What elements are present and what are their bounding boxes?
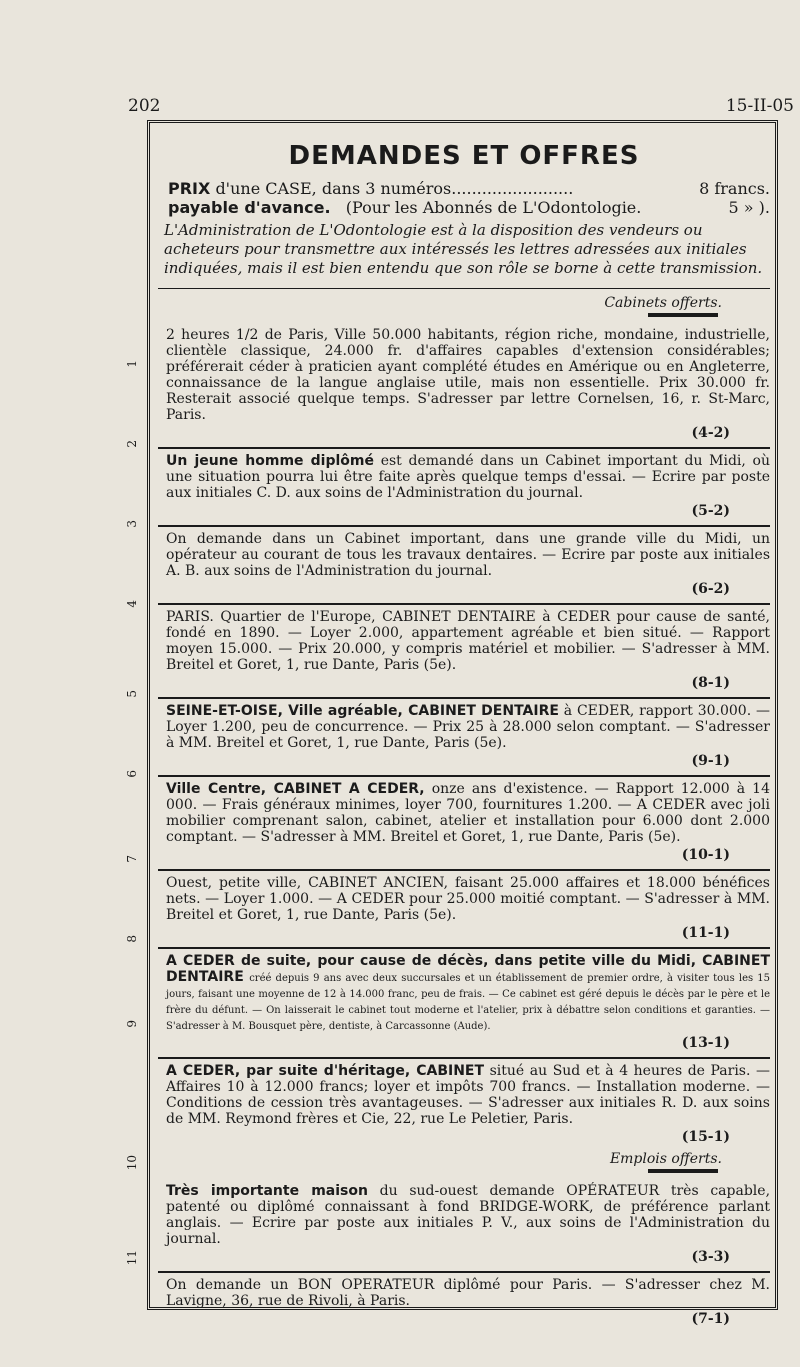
ad-item: Très importante maison du sud-ouest demande OPÉRATEUR très capable, patenté ou diplômé connaissant à fond BRIDGE-WORK, de préférence parlant anglais. — Ecrire par poste aux initiales P. V., aux soins de l'Administration du journal. (166, 1183, 771, 1247)
ad-item: A CEDER, par suite d'héritage, CABINET situé au Sud et à 4 heures de Paris. — Affaires 10 à 12.000 francs; loyer et impôts 700 francs. — Installation moderne. — Conditions de cession très avantageuses. — S'adresser aux initiales R. D. aux soins de MM. Reymond frères et Cie, 22, rue Le Peletier, Paris. (166, 1063, 770, 1127)
price-label: PRIX (168, 179, 211, 198)
ad-item: SEINE-ET-OISE, Ville agréable, CABINET DENTAIRE à CEDER, rapport 30.000. — Loyer 1.200, peu de concurrence. — Prix 25 à 28.000 selon comptant. — S'adresser à MM. Breitel et Goret, 1, rue Dante, Paris (5e). (166, 703, 770, 751)
content (158, 131, 770, 1331)
ad-ref: (15-1) (681, 1129, 730, 1145)
ad-ref: (3-3) (691, 1249, 730, 1265)
ad-ref: (4-2) (691, 425, 730, 441)
subscriber-text: (Pour les Abonnés de L'Odontologie. (345, 198, 642, 217)
margin-number: 5 (125, 690, 139, 698)
ad-ref: (10-1) (681, 847, 730, 863)
ad-item: On demande un BON OPERATEUR diplômé pour Paris. — S'adresser chez M. Lavigne, 36, rue de Rivoli, à Paris. (166, 1277, 770, 1309)
ad-item: Ville Centre, CABINET A CEDER, onze ans d'existence. — Rapport 12.000 à 14 000. — Frais généraux minimes, loyer 700, fournitures 1.200. — A CEDER avec joli mobilier comprenant salon, cabinet, atelier et installation pour 6.000 dont 2.000 comptant. — S'adresser à MM. Breitel et Goret, 1, rue Dante, Paris (5e). (166, 781, 770, 845)
section-underline (648, 313, 718, 317)
ad-ref: (13-1) (681, 1035, 730, 1051)
divider (158, 697, 770, 699)
divider (158, 775, 770, 777)
divider (158, 447, 770, 449)
ad-ref: (11-1) (681, 925, 730, 941)
advance-label: payable d'avance. (168, 198, 331, 217)
ad-ref: (7-1) (691, 1311, 730, 1327)
divider (158, 869, 770, 871)
price-line-1 (168, 179, 770, 198)
margin-number: 11 (125, 1250, 139, 1266)
administration-notice: L'Administration de L'Odontologie est à la disposition des vendeurs ou acheteurs pour transmettre aux intéressés les lettres adressées aux initiales indiquées, mais il est bien entendu que son rôle se borne à cette transmission. (164, 221, 763, 277)
margin-number: 1 (125, 360, 139, 368)
margin-number: 9 (125, 1020, 139, 1028)
page-number: 202 (128, 96, 161, 116)
margin-number: 4 (125, 600, 139, 608)
price-value: 8 francs. (699, 179, 770, 198)
ad-ref: (9-1) (691, 753, 730, 769)
page-title: DEMANDES ET OFFRES (288, 141, 640, 171)
divider (158, 603, 770, 605)
margin-number: 7 (125, 855, 139, 863)
ad-item: On demande dans un Cabinet important, dans une grande ville du Midi, un opérateur au courant de tous les travaux dentaires. — Ecrire par poste aux initiales A. B. aux soins de l'Administration du journal. (166, 531, 770, 579)
margin-number: 3 (125, 520, 139, 528)
ad-ref: (5-2) (691, 503, 730, 519)
ad-ref: (6-2) (691, 581, 730, 597)
subscriber-value: 5 » ). (728, 198, 770, 217)
margin-number: 10 (125, 1155, 139, 1171)
price-line-2 (168, 198, 770, 217)
margin-number: 2 (125, 440, 139, 448)
ad-item: Un jeune homme diplômé est demandé dans un Cabinet important du Midi, où une situation pourra lui être faite après quelque temps d'essai. — Ecrire par poste aux initiales C. D. aux soins de l'Administration du journal. (166, 453, 770, 501)
margin-number: 6 (125, 770, 139, 778)
divider (158, 1271, 770, 1273)
margin-number: 8 (125, 935, 139, 943)
divider (158, 947, 770, 949)
ad-item: Ouest, petite ville, CABINET ANCIEN, faisant 25.000 affaires et 18.000 bénéfices nets. — Loyer 1.000. — A CEDER pour 25.000 moitié comptant. — S'adresser à MM. Breitel et Goret, 1, rue Dante, Paris (5e). (166, 875, 770, 923)
section-title-cabinets: Cabinets offerts. (604, 295, 722, 311)
divider (158, 288, 770, 289)
divider (158, 525, 770, 527)
ad-ref: (8-1) (691, 675, 730, 691)
ad-item: A CEDER de suite, pour cause de décès, dans petite ville du Midi, CABINET DENTAIRE créé depuis 9 ans avec deux succursales et un établissement de premier ordre, à visiter tous les 15 jours, faisant une moyenne de 12 à 14.000 franc, peu de frais. — Ce cabinet est géré depuis le décès par le père et le frère du défunt. — On laisserait le cabinet tout moderne et l'atelier, prix à débattre selon conditions et garanties. — S'adresser à M. Bousquet père, dentiste, à Carcassonne (Aude). (166, 953, 770, 1032)
ad-item: 2 heures 1/2 de Paris, Ville 50.000 habitants, région riche, mondaine, industrielle, clientèle classique, 24.000 fr. d'affaires capables d'extension considérables; préférerait céder à praticien ayant complété études en Amérique ou en Angleterre, connaissance de la langue anglaise utile, mais non essentielle. Prix 30.000 fr. Resterait associé quelque temps. S'adresser par lettre Cornelsen, 16, r. St-Marc, Paris. (166, 327, 770, 423)
ad-item: PARIS. Quartier de l'Europe, CABINET DENTAIRE à CEDER pour cause de santé, fondé en 1890. — Loyer 2.000, appartement agréable et bien situé. — Rapport moyen 15.000. — Prix 20.000, y compris matériel et mobilier. — S'adresser à MM. Breitel et Goret, 1, rue Dante, Paris (5e). (166, 609, 770, 673)
section-title-emplois: Emplois offerts. (609, 1151, 722, 1167)
page-date: 15-II-05 (725, 96, 794, 116)
section-underline (648, 1169, 718, 1173)
price-text: d'une CASE, dans 3 numéros........................ (215, 179, 574, 198)
divider (158, 1057, 770, 1059)
